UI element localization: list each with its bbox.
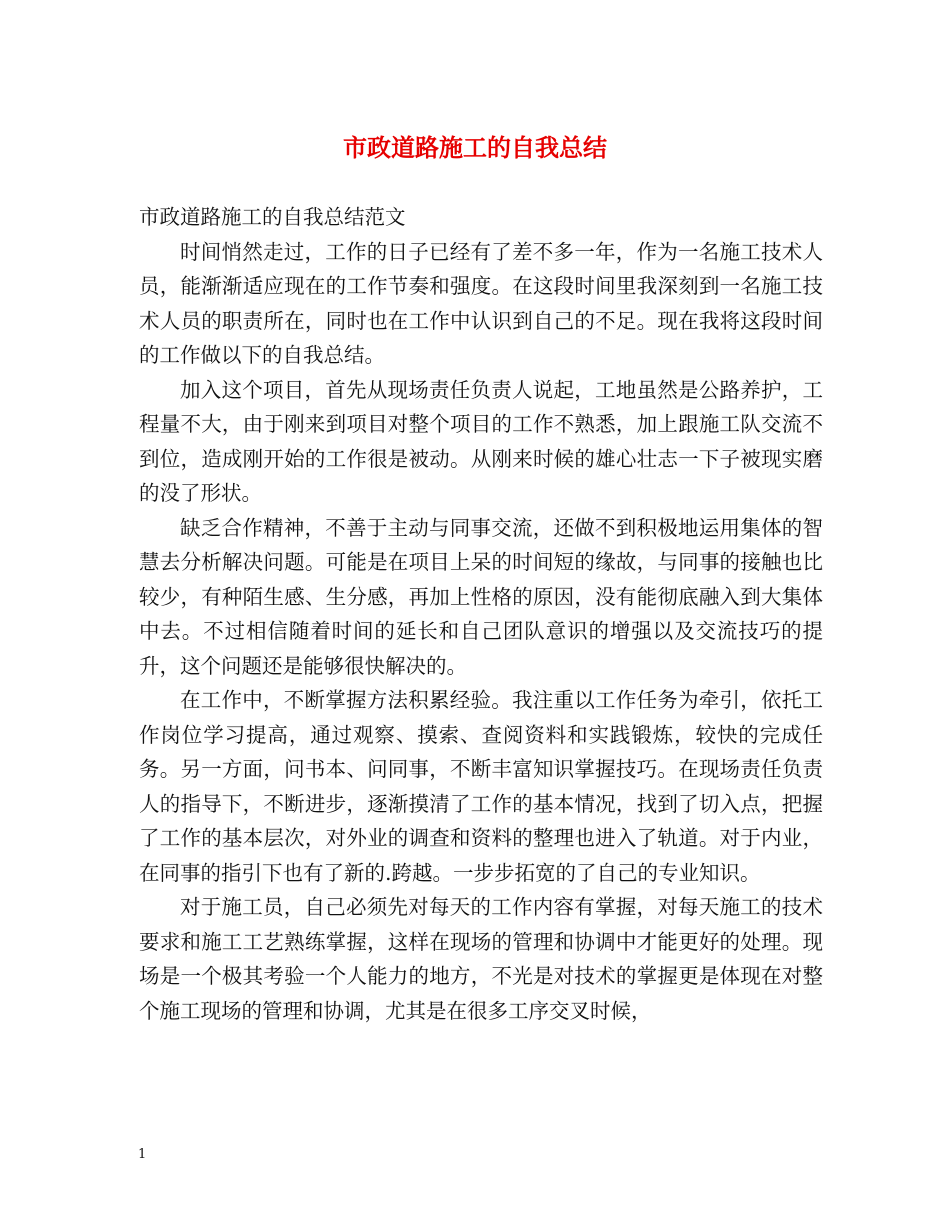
page-number: 1 <box>138 1147 147 1162</box>
body-paragraph: 对于施工员，自己必须先对每天的工作内容有掌握，对每天施工的技术要求和施工工艺熟练掌握，这样在现场的管理和协调中才能更好的处理。现场是一个极其考验一个人能力的地方，不光是对技术的掌握更是体现在对整个施工现场的管理和协调，尤其是在很多工序交叉时候， <box>139 895 823 1023</box>
body-paragraph: 缺乏合作精神，不善于主动与同事交流，还做不到积极地运用集体的智慧去分析解决问题。可能是在项目上呆的时间短的缘故，与同事的接触也比较少，有种陌生感、生分感，再加上性格的原因，没有能彻底融入到大集体中去。不过相信随着时间的延长和自己团队意识的增强以及交流技巧的提升，这个问题还是能够很快解决的。 <box>139 515 823 678</box>
body-paragraph: 时间悄然走过，工作的日子已经有了差不多一年，作为一名施工技术人员，能渐渐适应现在的工作节奏和强度。在这段时间里我深刻到一名施工技术人员的职责所在，同时也在工作中认识到自己的不足。现在我将这段时间的工作做以下的自我总结。 <box>139 239 823 367</box>
document-body <box>139 200 823 1028</box>
body-paragraph: 加入这个项目，首先从现场责任负责人说起，工地虽然是公路养护，工程量不大，由于刚来到项目对整个项目的工作不熟悉，加上跟施工队交流不到位，造成刚开始的工作很是被动。从刚来时候的雄心壮志一下子被现实磨的没了形状。 <box>139 377 823 505</box>
document-title: 市政道路施工的自我总结 <box>343 133 607 162</box>
document-subtitle: 市政道路施工的自我总结范文 <box>139 205 406 229</box>
body-paragraph: 在工作中，不断掌握方法积累经验。我注重以工作任务为牵引，依托工作岗位学习提高，通过观察、摸索、查阅资料和实践锻炼，较快的完成任务。另一方面，问书本、问同事，不断丰富知识掌握技巧。在现场责任负责人的指导下，不断进步，逐渐摸清了工作的基本情况，找到了切入点，把握了工作的基本层次，对外业的调查和资料的整理也进入了轨道。对于内业，在同事的指引下也有了新的.跨越。一步步拓宽的了自己的专业知识。 <box>139 688 823 885</box>
